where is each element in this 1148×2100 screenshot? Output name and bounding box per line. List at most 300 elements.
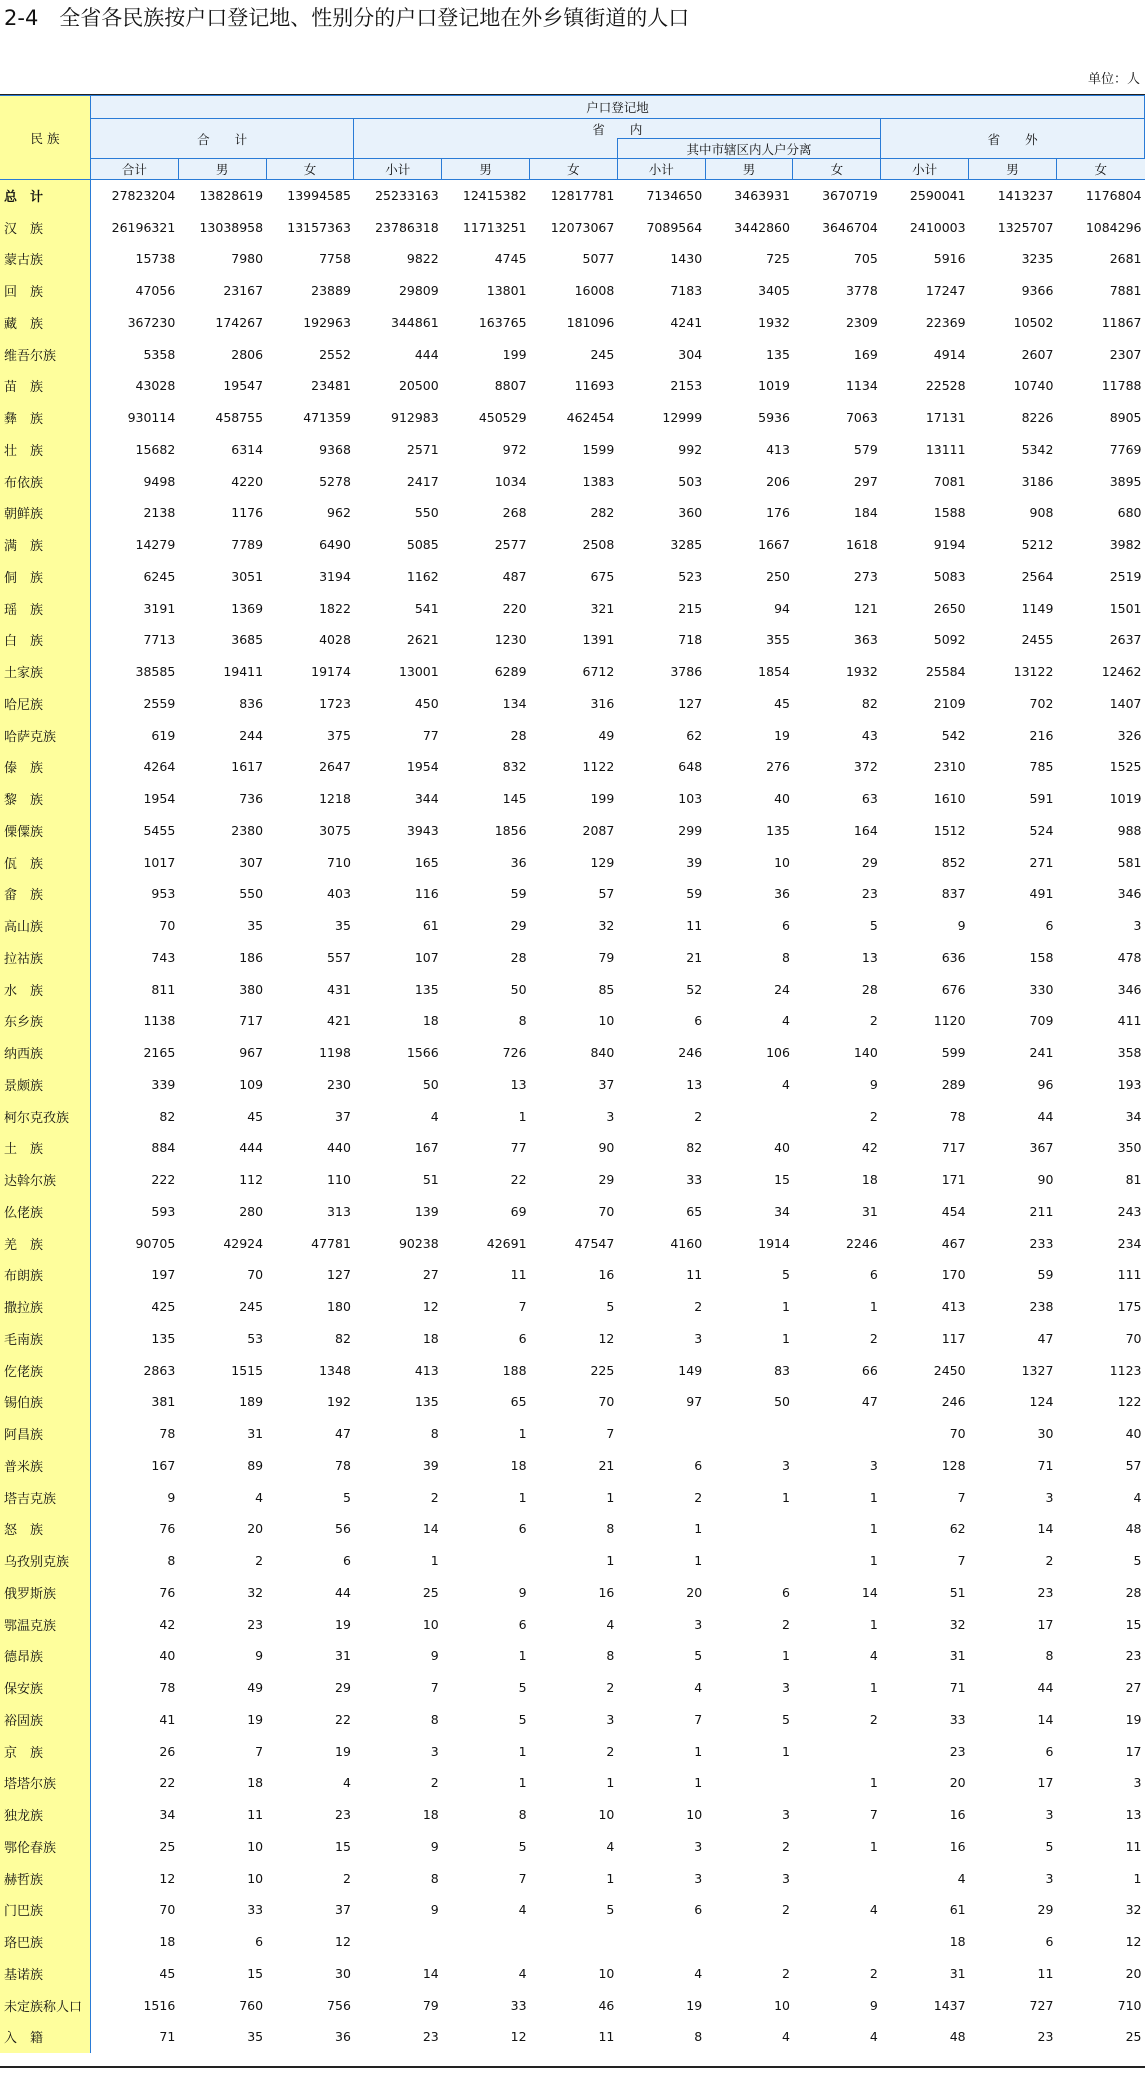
row-value-cell: 3051 <box>231 568 264 584</box>
row-value-cell: 454 <box>941 1203 966 1219</box>
row-value-cell: 1588 <box>933 505 966 521</box>
row-value-cell: 756 <box>327 1997 351 2013</box>
row-ethnicity-label: 独龙族 <box>0 1799 90 1831</box>
row-value-cell: 117 <box>941 1330 966 1346</box>
row-value-cell: 26196321 <box>111 219 176 235</box>
row-value-cell: 9194 <box>933 537 966 553</box>
row-value-cell: 411 <box>1117 1013 1142 1029</box>
table-row <box>0 1164 1145 1196</box>
row-value-cell: 11713251 <box>462 219 527 235</box>
row-value-cell: 65 <box>686 1203 703 1219</box>
row-value-cell: 13111 <box>925 441 966 457</box>
row-ethnicity-label: 土 族 <box>0 1132 90 1164</box>
row-value-cell: 19 <box>1125 1711 1142 1727</box>
row-value-cell: 840 <box>590 1045 615 1061</box>
row-value-cell: 2380 <box>231 822 264 838</box>
row-value-cell: 90238 <box>398 1235 439 1251</box>
row-ethnicity-label: 壮 族 <box>0 434 90 466</box>
header-total-group: 合 计 <box>90 119 353 159</box>
row-value-cell: 5 <box>518 1680 527 1696</box>
row-value-cell: 96 <box>1037 1076 1054 1092</box>
row-value-cell: 4 <box>1133 1489 1142 1505</box>
row-value-cell: 2 <box>255 1553 264 1569</box>
row-value-cell: 1 <box>518 1743 527 1759</box>
row-value-cell: 29 <box>861 854 878 870</box>
row-value-cell: 2806 <box>231 346 264 362</box>
row-value-cell: 1 <box>782 1489 790 1505</box>
row-value-cell: 1 <box>606 1489 615 1505</box>
row-value-cell: 8 <box>430 1870 439 1886</box>
row-value-cell: 186 <box>239 949 264 965</box>
row-value-cell: 988 <box>1117 822 1142 838</box>
row-value-cell: 79 <box>598 949 615 965</box>
row-value-cell: 20500 <box>398 378 439 394</box>
row-value-cell: 6 <box>869 1267 878 1283</box>
row-value-cell: 5455 <box>143 822 176 838</box>
row-value-cell <box>705 1926 793 1958</box>
row-value-cell: 5 <box>782 1267 790 1283</box>
row-value-cell: 591 <box>1029 791 1054 807</box>
row-value-cell: 2310 <box>933 759 966 775</box>
header-in-male: 男 <box>442 159 530 180</box>
table-row <box>0 338 1145 370</box>
row-value-cell: 7 <box>518 1870 527 1886</box>
row-ethnicity-label: 畲 族 <box>0 878 90 910</box>
row-value-cell: 78 <box>335 1457 351 1473</box>
row-value-cell: 1122 <box>582 759 615 775</box>
row-value-cell: 124 <box>1029 1394 1054 1410</box>
row-value-cell: 149 <box>678 1362 703 1378</box>
row-value-cell: 358 <box>1117 1045 1142 1061</box>
row-value-cell: 12073067 <box>550 219 615 235</box>
row-ethnicity-label: 塔吉克族 <box>0 1481 90 1513</box>
row-value-cell: 27 <box>1125 1680 1142 1696</box>
row-value-cell: 62 <box>686 727 703 743</box>
row-value-cell: 2109 <box>933 695 966 711</box>
row-value-cell: 16 <box>949 1838 966 1854</box>
row-value-cell: 709 <box>1029 1013 1054 1029</box>
row-ethnicity-label: 傣 族 <box>0 751 90 783</box>
row-value-cell: 94 <box>774 600 790 616</box>
row-value-cell: 12999 <box>662 410 703 426</box>
row-value-cell: 1413237 <box>997 188 1054 204</box>
row-value-cell: 372 <box>853 759 878 775</box>
row-value-cell: 110 <box>327 1172 351 1188</box>
row-value-cell: 70 <box>159 918 176 934</box>
row-value-cell: 2552 <box>319 346 351 362</box>
row-value-cell: 13157363 <box>287 219 351 235</box>
row-value-cell: 4 <box>782 1013 790 1029</box>
row-value-cell: 42924 <box>223 1235 264 1251</box>
row-value-cell: 930114 <box>127 410 176 426</box>
row-value-cell: 246 <box>678 1045 703 1061</box>
row-value-cell: 25233163 <box>375 188 439 204</box>
row-value-cell: 77 <box>510 1140 527 1156</box>
row-value-cell: 2246 <box>845 1235 878 1251</box>
row-value-cell: 76 <box>159 1521 176 1537</box>
row-value-cell: 61 <box>422 918 439 934</box>
row-value-cell: 5077 <box>582 251 615 267</box>
row-value-cell: 23 <box>861 886 878 902</box>
row-value-cell: 21 <box>598 1457 615 1473</box>
row-value-cell: 2621 <box>406 632 439 648</box>
row-value-cell: 71 <box>159 2029 176 2045</box>
row-value-cell: 1230 <box>494 632 527 648</box>
table-row <box>0 1481 1145 1513</box>
row-ethnicity-label: 满 族 <box>0 529 90 561</box>
row-value-cell: 6 <box>518 1616 527 1632</box>
row-value-cell: 276 <box>766 759 790 775</box>
row-value-cell: 4 <box>606 1838 615 1854</box>
row-value-cell: 557 <box>327 949 351 965</box>
row-value-cell: 158 <box>1029 949 1054 965</box>
row-value-cell: 33 <box>686 1172 703 1188</box>
row-ethnicity-label: 基诺族 <box>0 1958 90 1990</box>
row-value-cell: 1 <box>518 1775 527 1791</box>
row-value-cell: 2153 <box>670 378 703 394</box>
row-value-cell: 702 <box>1029 695 1054 711</box>
row-value-cell: 6 <box>1045 918 1054 934</box>
row-value-cell: 1123 <box>1109 1362 1142 1378</box>
row-value-cell: 59 <box>686 886 703 902</box>
row-value-cell: 1667 <box>758 537 790 553</box>
row-value-cell: 736 <box>239 791 264 807</box>
row-value-cell: 3 <box>782 1870 790 1886</box>
row-value-cell <box>705 1513 793 1545</box>
row-value-cell: 135 <box>766 822 790 838</box>
row-value-cell: 211 <box>1029 1203 1054 1219</box>
row-value-cell: 233 <box>1029 1235 1054 1251</box>
row-ethnicity-label: 黎 族 <box>0 783 90 815</box>
row-value-cell: 7 <box>518 1299 527 1315</box>
table-header <box>0 96 1145 180</box>
table-row <box>0 1608 1145 1640</box>
row-value-cell: 5083 <box>933 568 966 584</box>
row-ethnicity-label: 水 族 <box>0 973 90 1005</box>
row-value-cell: 189 <box>239 1394 264 1410</box>
row-value-cell: 1501 <box>1109 600 1142 616</box>
row-value-cell: 912983 <box>391 410 439 426</box>
row-value-cell: 13038958 <box>199 219 264 235</box>
row-value-cell: 1176 <box>231 505 264 521</box>
row-value-cell: 4 <box>782 2029 790 2045</box>
row-value-cell: 129 <box>590 854 615 870</box>
row-value-cell: 29 <box>335 1680 351 1696</box>
table-row <box>0 1513 1145 1545</box>
row-value-cell: 22 <box>159 1775 176 1791</box>
row-value-cell: 9822 <box>406 251 439 267</box>
row-value-cell: 27 <box>422 1267 439 1283</box>
row-ethnicity-label: 总 计 <box>0 180 90 212</box>
row-value-cell: 33 <box>247 1902 264 1918</box>
row-value-cell: 79 <box>422 1997 439 2013</box>
row-value-cell: 25 <box>1125 2029 1142 2045</box>
row-value-cell: 82 <box>686 1140 703 1156</box>
row-value-cell: 13994585 <box>287 188 351 204</box>
row-value-cell: 8 <box>167 1553 176 1569</box>
row-ethnicity-label: 布依族 <box>0 465 90 497</box>
row-value-cell: 47 <box>335 1426 351 1442</box>
row-value-cell: 2647 <box>319 759 351 775</box>
table-row <box>0 1291 1145 1323</box>
row-value-cell: 106 <box>766 1045 790 1061</box>
row-value-cell: 3442860 <box>734 219 790 235</box>
row-value-cell: 346 <box>1117 886 1142 902</box>
row-value-cell: 49 <box>598 727 615 743</box>
table-row <box>0 1894 1145 1926</box>
row-value-cell: 2138 <box>143 505 176 521</box>
row-ethnicity-label: 阿昌族 <box>0 1418 90 1450</box>
row-value-cell: 38585 <box>135 664 176 680</box>
row-value-cell: 710 <box>327 854 351 870</box>
row-value-cell: 5278 <box>319 473 351 489</box>
row-value-cell: 17 <box>1125 1743 1142 1759</box>
row-value-cell: 90705 <box>135 1235 176 1251</box>
header-total-total: 合计 <box>90 159 178 180</box>
row-value-cell: 10 <box>598 1013 615 1029</box>
row-ethnicity-label: 瑶 族 <box>0 592 90 624</box>
row-value-cell: 1391 <box>582 632 615 648</box>
row-value-cell: 487 <box>502 568 527 584</box>
row-value-cell: 676 <box>941 981 966 997</box>
row-value-cell: 403 <box>327 886 351 902</box>
row-value-cell: 4 <box>606 1616 615 1632</box>
row-value-cell: 62 <box>949 1521 966 1537</box>
row-value-cell: 8 <box>518 1013 527 1029</box>
row-value-cell: 760 <box>239 1997 264 2013</box>
row-value-cell: 234 <box>1117 1235 1142 1251</box>
row-value-cell: 20 <box>1125 1965 1142 1981</box>
row-value-cell: 967 <box>239 1045 264 1061</box>
row-value-cell: 675 <box>590 568 615 584</box>
row-value-cell: 3 <box>1045 1807 1054 1823</box>
row-value-cell: 381 <box>151 1394 176 1410</box>
row-value-cell <box>793 1735 881 1767</box>
row-value-cell: 836 <box>239 695 264 711</box>
table-row <box>0 497 1145 529</box>
row-value-cell: 316 <box>590 695 615 711</box>
table-row <box>0 846 1145 878</box>
table-row <box>0 910 1145 942</box>
row-value-cell: 43028 <box>135 378 176 394</box>
row-value-cell: 1515 <box>231 1362 264 1378</box>
table-row <box>0 1037 1145 1069</box>
row-value-cell: 37 <box>598 1076 615 1092</box>
row-value-cell: 78 <box>159 1426 176 1442</box>
row-value-cell: 107 <box>414 949 439 965</box>
row-value-cell: 680 <box>1117 505 1142 521</box>
row-value-cell: 3075 <box>319 822 351 838</box>
row-value-cell: 363 <box>853 632 878 648</box>
row-value-cell: 12 <box>510 2029 527 2045</box>
row-value-cell: 135 <box>766 346 790 362</box>
table-row <box>0 1100 1145 1132</box>
row-ethnicity-label: 藏 族 <box>0 307 90 339</box>
row-value-cell: 63 <box>861 791 878 807</box>
row-value-cell: 199 <box>590 791 615 807</box>
header-in-province: 省 内 <box>354 119 881 139</box>
row-value-cell: 12 <box>1125 1934 1142 1950</box>
table-row <box>0 751 1145 783</box>
row-value-cell: 1 <box>869 1521 878 1537</box>
row-value-cell: 9 <box>430 1648 439 1664</box>
row-value-cell: 599 <box>941 1045 966 1061</box>
table-row <box>0 942 1145 974</box>
row-value-cell: 20 <box>686 1584 703 1600</box>
row-value-cell: 6 <box>342 1553 351 1569</box>
row-value-cell: 12 <box>159 1870 176 1886</box>
table-row <box>0 1672 1145 1704</box>
row-value-cell: 5 <box>1133 1553 1142 1569</box>
row-value-cell: 9 <box>957 918 966 934</box>
header-in-subtotal: 小计 <box>354 159 442 180</box>
row-value-cell: 23786318 <box>375 219 439 235</box>
table-row <box>0 561 1145 593</box>
row-value-cell: 4 <box>957 1870 966 1886</box>
row-value-cell: 908 <box>1029 505 1054 521</box>
row-ethnicity-label: 入 籍 <box>0 2021 90 2053</box>
row-value-cell: 421 <box>327 1013 351 1029</box>
row-value-cell: 425 <box>151 1299 176 1315</box>
row-value-cell: 5936 <box>758 410 790 426</box>
row-value-cell: 5 <box>606 1299 615 1315</box>
row-value-cell: 7 <box>957 1489 966 1505</box>
row-ethnicity-label: 高山族 <box>0 910 90 942</box>
row-value-cell: 3186 <box>1021 473 1054 489</box>
row-value-cell: 9498 <box>143 473 176 489</box>
row-value-cell: 3 <box>1133 1775 1142 1791</box>
row-value-cell: 128 <box>941 1457 966 1473</box>
row-value-cell: 11 <box>510 1267 527 1283</box>
row-value-cell: 51 <box>949 1584 966 1600</box>
row-value-cell: 12462 <box>1101 664 1142 680</box>
row-value-cell: 11867 <box>1101 314 1142 330</box>
row-value-cell: 344861 <box>391 314 439 330</box>
row-value-cell: 15 <box>1125 1616 1142 1632</box>
row-value-cell: 1019 <box>758 378 790 394</box>
row-value-cell: 23167 <box>223 283 264 299</box>
row-value-cell: 1525 <box>1109 759 1142 775</box>
row-value-cell: 550 <box>414 505 439 521</box>
bottom-rule <box>0 2066 1145 2068</box>
row-value-cell: 13801 <box>486 283 527 299</box>
row-value-cell: 23 <box>949 1743 966 1759</box>
row-value-cell: 3 <box>1045 1489 1054 1505</box>
row-value-cell: 23 <box>1037 2029 1054 2045</box>
row-value-cell: 3 <box>869 1457 878 1473</box>
row-value-cell: 367 <box>1029 1140 1054 1156</box>
row-value-cell: 174267 <box>215 314 264 330</box>
row-value-cell: 127 <box>327 1267 351 1283</box>
row-value-cell: 82 <box>159 1108 176 1124</box>
row-value-cell: 10 <box>247 1838 264 1854</box>
row-value-cell: 7063 <box>845 410 878 426</box>
row-value-cell: 76 <box>159 1584 176 1600</box>
row-value-cell: 47547 <box>574 1235 615 1251</box>
row-value-cell: 1149 <box>1021 600 1054 616</box>
row-value-cell: 1856 <box>494 822 527 838</box>
row-value-cell: 1617 <box>231 759 264 775</box>
row-value-cell: 246 <box>941 1394 966 1410</box>
row-value-cell: 111 <box>1117 1267 1142 1283</box>
row-value-cell: 346 <box>1117 981 1142 997</box>
row-value-cell: 23 <box>1125 1648 1142 1664</box>
row-value-cell: 1 <box>606 1775 615 1791</box>
row-value-cell: 1 <box>869 1489 878 1505</box>
row-value-cell: 1407 <box>1109 695 1142 711</box>
row-value-cell: 4 <box>518 1965 527 1981</box>
row-value-cell: 297 <box>853 473 878 489</box>
row-value-cell: 34 <box>1125 1108 1142 1124</box>
row-value-cell: 40 <box>159 1648 176 1664</box>
row-value-cell: 4 <box>518 1902 527 1918</box>
row-value-cell: 1822 <box>319 600 351 616</box>
row-value-cell <box>617 1418 705 1450</box>
row-value-cell: 1 <box>782 1648 790 1664</box>
row-value-cell: 70 <box>247 1267 264 1283</box>
row-value-cell: 953 <box>151 886 176 902</box>
row-value-cell: 1 <box>869 1680 878 1696</box>
header-city-female: 女 <box>793 159 881 180</box>
table-row <box>0 1640 1145 1672</box>
row-value-cell: 440 <box>327 1140 351 1156</box>
row-value-cell: 135 <box>151 1330 176 1346</box>
row-ethnicity-label: 仫佬族 <box>0 1196 90 1228</box>
row-value-cell: 339 <box>151 1076 176 1092</box>
table-row <box>0 1005 1145 1037</box>
row-value-cell: 12415382 <box>462 188 527 204</box>
row-value-cell: 1218 <box>319 791 351 807</box>
row-value-cell: 47781 <box>311 1235 351 1251</box>
row-value-cell: 3191 <box>143 600 176 616</box>
row-value-cell: 22 <box>335 1711 351 1727</box>
row-value-cell: 1 <box>869 1553 878 1569</box>
row-value-cell: 18 <box>422 1807 439 1823</box>
row-value-cell: 3 <box>782 1807 790 1823</box>
row-value-cell: 1932 <box>758 314 790 330</box>
header-total-male: 男 <box>178 159 266 180</box>
row-value-cell: 6 <box>694 1902 703 1918</box>
row-value-cell: 23481 <box>311 378 351 394</box>
table-row <box>0 402 1145 434</box>
row-value-cell: 4220 <box>231 473 264 489</box>
row-value-cell: 22528 <box>925 378 966 394</box>
row-ethnicity-label: 朝鲜族 <box>0 497 90 529</box>
row-value-cell: 193 <box>1117 1076 1142 1092</box>
table-row <box>0 592 1145 624</box>
row-value-cell: 13 <box>686 1076 703 1092</box>
table-row <box>0 465 1145 497</box>
row-value-cell: 180 <box>327 1299 351 1315</box>
table-row <box>0 1450 1145 1482</box>
row-value-cell: 167 <box>151 1457 176 1473</box>
row-value-cell <box>442 1545 530 1577</box>
row-ethnicity-label: 鄂伦春族 <box>0 1831 90 1863</box>
row-value-cell: 1599 <box>582 441 615 457</box>
table-row <box>0 1132 1145 1164</box>
row-value-cell: 1134 <box>845 378 878 394</box>
row-value-cell <box>705 1100 793 1132</box>
row-value-cell: 26 <box>159 1743 176 1759</box>
row-value-cell: 832 <box>502 759 527 775</box>
row-ethnicity-label: 仡佬族 <box>0 1354 90 1386</box>
row-value-cell: 3 <box>606 1711 615 1727</box>
row-value-cell: 245 <box>590 346 615 362</box>
row-value-cell: 5212 <box>1021 537 1054 553</box>
row-value-cell: 3 <box>782 1680 790 1696</box>
row-value-cell: 1 <box>782 1299 790 1315</box>
header-out-male: 男 <box>969 159 1057 180</box>
